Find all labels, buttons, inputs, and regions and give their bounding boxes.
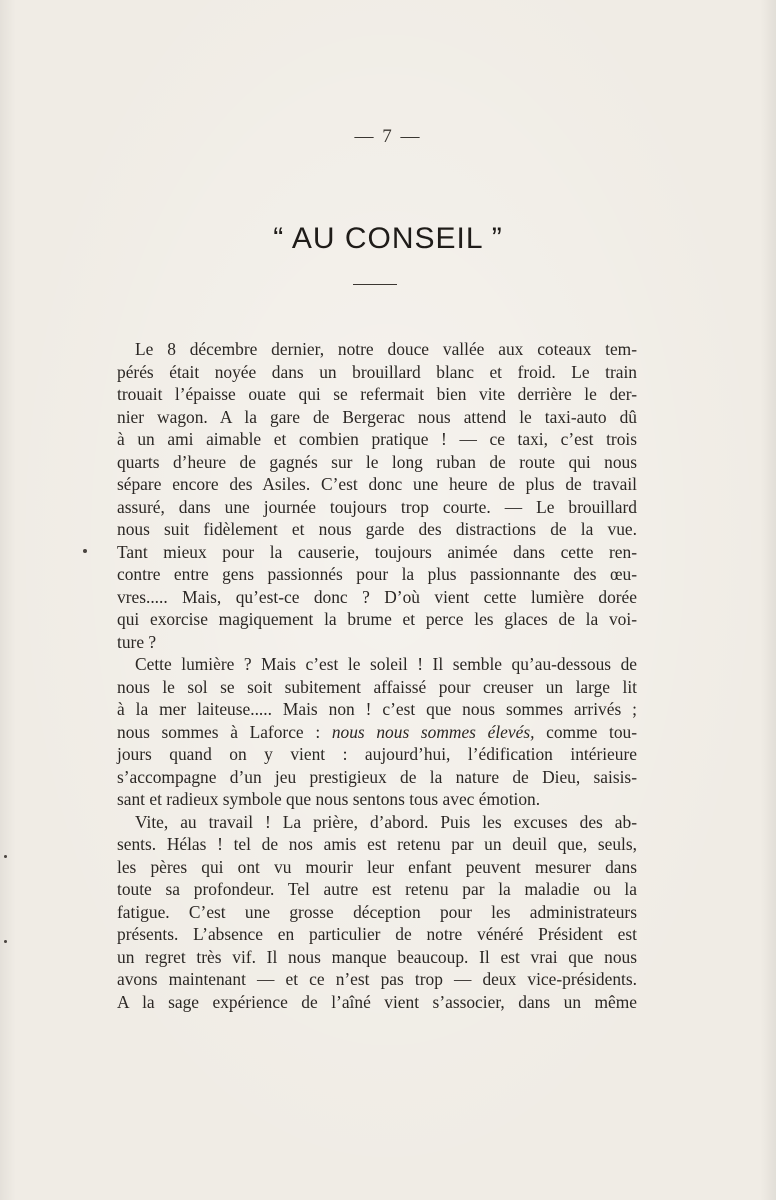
page-number: — 7 —	[354, 126, 422, 147]
text-line: trouait l’épaisse ouate qui se refermait bien vite derrière le der-	[117, 384, 637, 404]
paragraph-3	[117, 811, 637, 1014]
text-line: qui exorcise magiquement la brume et perce les glaces de la voi-	[117, 609, 637, 629]
text-line: assuré, dans une journée toujours trop courte. — Le brouillard	[117, 496, 637, 517]
text-line: Tant mieux pour la causerie, toujours animée dans cette ren-	[117, 541, 637, 562]
text-line: sents. Hélas ! tel de nos amis est retenu par un deuil que, seuls,	[117, 834, 637, 854]
text-line: à la mer laiteuse..... Mais non ! c’est que nous sommes arrivés ;	[117, 699, 637, 719]
paragraph-2	[117, 653, 637, 811]
text-line: un regret très vif. Il nous manque beaucoup. Il est vrai que nous	[117, 946, 637, 967]
text-line: fatigue. C’est une grosse déception pour les administrateurs	[117, 901, 637, 922]
page-title: “ AU CONSEIL ”	[273, 222, 503, 255]
text-line: pérés était noyée dans un brouillard blanc et froid. Le train	[117, 361, 637, 382]
text-line: Le 8 décembre dernier, notre douce vallée aux coteaux tem-	[135, 339, 637, 359]
text-line-with-italic	[117, 721, 637, 744]
text-line: présents. L’absence en particulier de notre vénéré Président est	[117, 924, 637, 944]
margin-speck	[83, 549, 87, 553]
text-line: jours quand on y vient : aujourd’hui, l’édification intérieure	[117, 744, 637, 764]
text-line: A la sage expérience de l’aîné vient s’associer, dans un même	[117, 991, 637, 1012]
text-line: contre entre gens passionnés pour la plus passionnante des œu-	[117, 564, 637, 584]
text-line: avons maintenant — et ce n’est pas trop — deux vice-présidents.	[117, 969, 637, 989]
text-line: quarts d’heure de gagnés sur le long ruban de route qui nous	[117, 451, 637, 472]
text-line: nous suit fidèlement et nous garde des distractions de la vue.	[117, 519, 637, 539]
text-line: vres..... Mais, qu’est-ce donc ? D’où vient cette lumière dorée	[117, 586, 637, 607]
text-line: toute sa profondeur. Tel autre est retenu par la maladie ou la	[117, 879, 637, 899]
article-body	[117, 338, 637, 1013]
text-fragment: comme tou-	[534, 721, 637, 742]
italic-fragment: nous nous sommes élevés,	[331, 721, 535, 742]
text-line: sant et radieux symbole que nous sentons tous avec émotion.	[117, 789, 541, 809]
text-line: Cette lumière ? Mais c’est le soleil ! Il semble qu’au-dessous de	[135, 654, 637, 674]
margin-speck	[4, 940, 7, 943]
text-line: sépare encore des Asiles. C’est donc une heure de plus de travail	[117, 474, 637, 494]
text-fragment: nous sommes à Laforce :	[117, 721, 332, 742]
text-line: Vite, au travail ! La prière, d’abord. Puis les excuses des ab-	[135, 811, 637, 832]
text-line: les pères qui ont vu mourir leur enfant peuvent mesurer dans	[117, 856, 637, 877]
margin-speck	[4, 855, 7, 858]
title-divider	[353, 284, 397, 285]
text-line: s’accompagne d’un jeu prestigieux de la nature de Dieu, saisis-	[117, 766, 637, 787]
text-line: ture ?	[117, 631, 157, 652]
text-line: nous le sol se soit subitement affaissé pour creuser un large lit	[117, 676, 637, 697]
paragraph-1	[117, 338, 637, 653]
text-line: nier wagon. A la gare de Bergerac nous attend le taxi-auto dû	[117, 406, 637, 427]
text-line: à un ami aimable et combien pratique ! — ce taxi, c’est trois	[117, 429, 637, 449]
